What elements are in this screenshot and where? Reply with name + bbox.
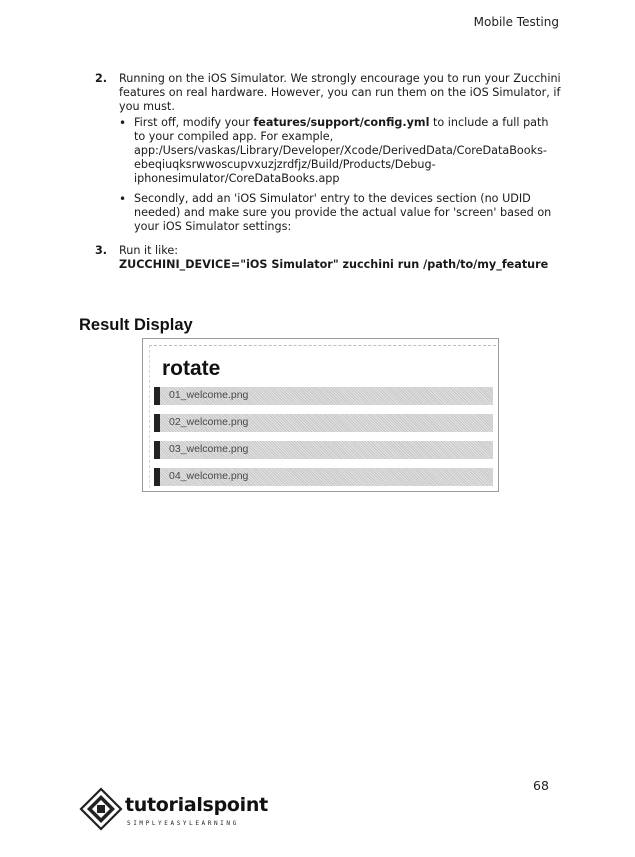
list-item[interactable]: [154, 441, 493, 459]
bullet-list: [119, 116, 563, 234]
step-number: 2.: [95, 72, 108, 85]
list-item-label: 03_welcome.png: [169, 443, 249, 455]
bullet-text-start: First off, modify your: [134, 116, 254, 129]
step-3: [95, 244, 563, 272]
list-item[interactable]: [154, 468, 493, 486]
logo-wordmark: tutorialspoint: [125, 794, 268, 816]
bullet-item: [119, 192, 563, 234]
logo-mark-icon: [79, 787, 127, 839]
step-2: [95, 72, 563, 234]
step-intro: Running on the iOS Simulator. We strongly encourage you to run your Zucchini features on real hardware. However, you can run them on the iOS Simulator, if you must.: [119, 72, 561, 113]
step-number: 3.: [95, 244, 108, 257]
bullet-text-end: to include a full path to your compiled app. For example,: [134, 116, 549, 143]
list-item[interactable]: [154, 387, 493, 405]
page-number: 68: [533, 778, 549, 793]
list-item[interactable]: [154, 414, 493, 432]
run-command: ZUCCHINI_DEVICE="iOS Simulator" zucchini run /path/to/my_feature: [119, 258, 549, 271]
logo-tagline: SIMPLYEASYLEARNING: [127, 820, 239, 827]
list-item-label: 02_welcome.png: [169, 416, 249, 428]
bullet-text: [134, 116, 563, 144]
app-path-example: app:/Users/vaskas/Library/Developer/Xcode/DerivedData/CoreDataBooks-ebeqiuqksrwwoscupvxuzjzrdfjz/Build/Products/Debug-iphonesimulator/CoreDataBooks.app: [134, 144, 547, 185]
tutorialspoint-logo: [83, 787, 283, 843]
list-item-label: 01_welcome.png: [169, 389, 249, 401]
panel-title: rotate: [162, 357, 221, 380]
result-panel: [149, 345, 496, 488]
result-screenshot: [142, 338, 499, 492]
document-body: [95, 72, 563, 282]
step-intro: Run it like:: [119, 244, 179, 257]
bullet-item: [119, 116, 563, 186]
config-file-path: features/support/config.yml: [253, 116, 430, 129]
list-item-label: 04_welcome.png: [169, 470, 249, 482]
page-header-title: Mobile Testing: [473, 15, 559, 29]
bullet-text: • Secondly, add an 'iOS Simulator' entry to the devices section (no UDID needed) and make sure you provide the actual value for 'screen' based on your iOS Simulator settings:: [134, 192, 552, 233]
result-display-heading: Result Display: [79, 316, 193, 334]
